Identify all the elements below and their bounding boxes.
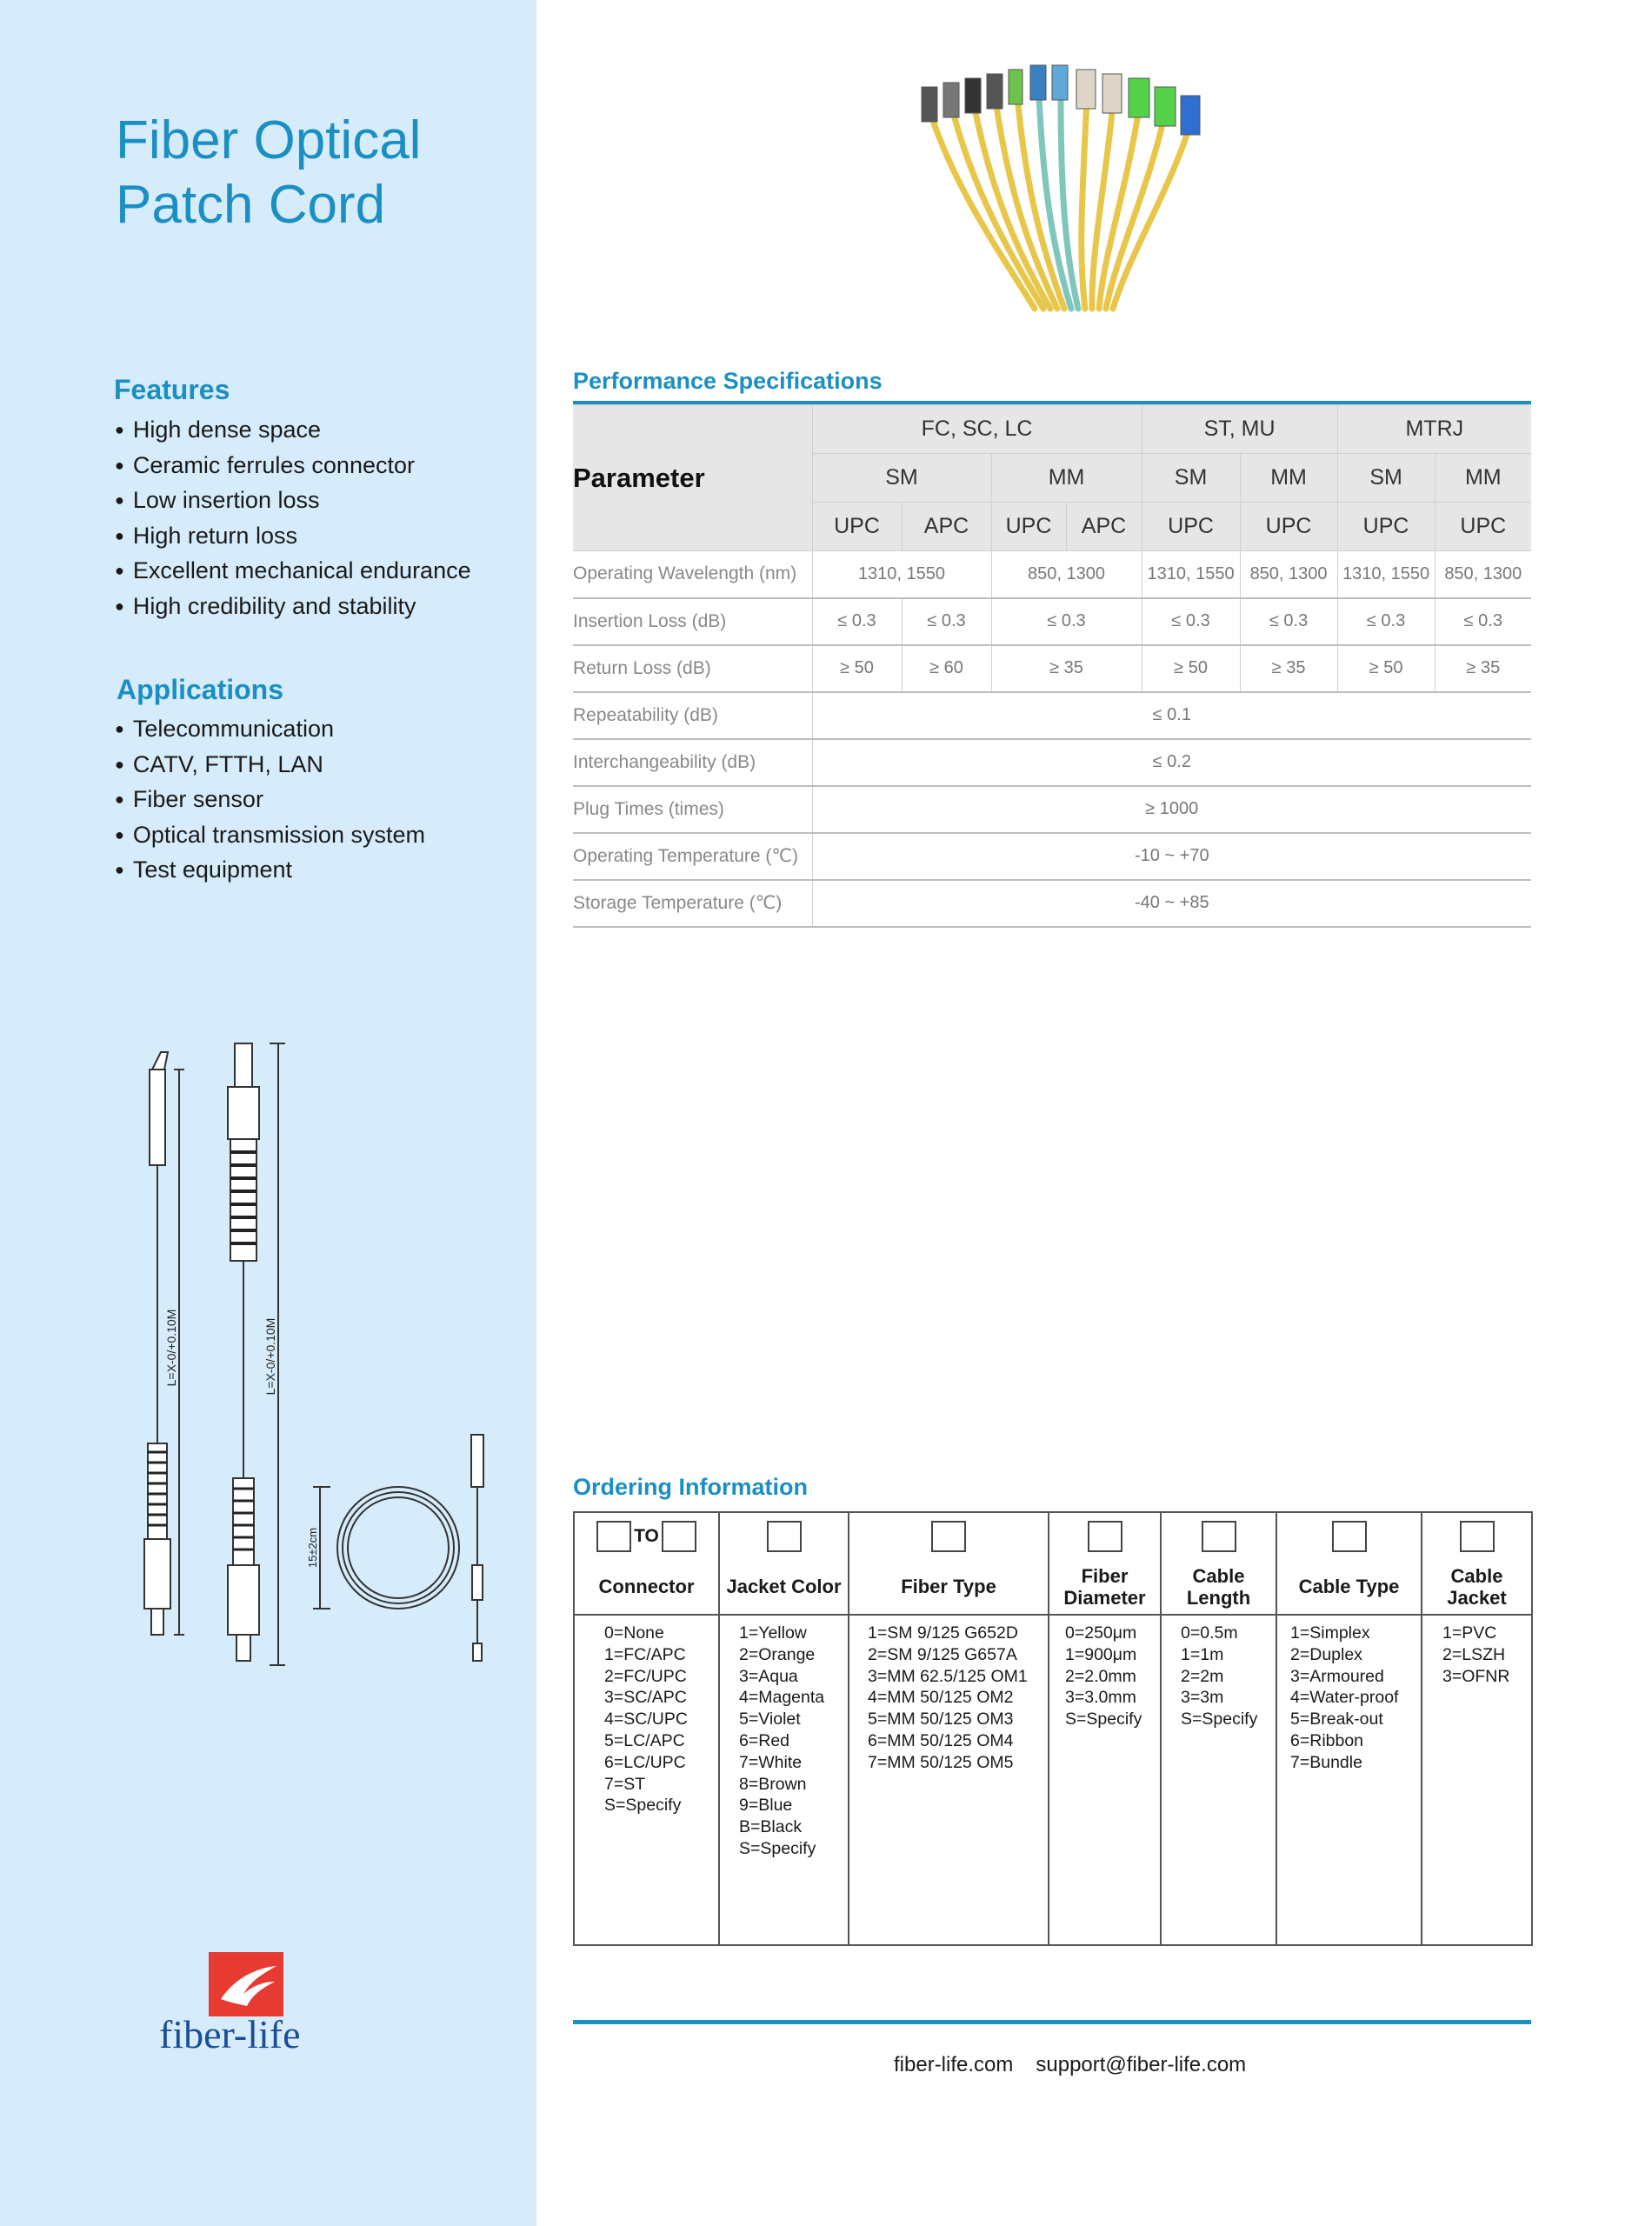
table-cell: ≤ 0.3 [1435,598,1531,645]
mode-header: SM [812,454,991,503]
table-cell: ≤ 0.3 [991,598,1142,645]
cable-type-options: 1=Simplex 2=Duplex 3=Armoured 4=Water-proof 5=Break-out 6=Ribbon 7=Bundle [1290,1623,1399,1772]
list-item: ● Optical transmission system [115,819,425,855]
table-cell: 1310, 1550 [1337,551,1435,598]
to-label: TO [634,1525,659,1546]
polish-header: UPC [1435,503,1531,551]
table-cell: ≤ 0.3 [1240,598,1337,645]
list-item: ● Fiber sensor [115,783,425,819]
list-item: ● CATV, FTTH, LAN [115,749,425,784]
email-link[interactable]: support@fiber-life.com [1036,2053,1247,2076]
fiber-diameter-checkbox[interactable] [1088,1521,1122,1552]
group-header: MTRJ [1337,405,1531,454]
table-row [573,739,1531,786]
polish-header: UPC [812,503,902,551]
list-item: ● High credibility and stability [115,590,471,626]
cable-jacket-checkbox[interactable] [1460,1521,1495,1552]
column-header: Cable Length [1161,1559,1276,1615]
connector-a-checkbox[interactable] [596,1521,631,1552]
table-row [573,833,1531,880]
row-label: Return Loss (dB) [573,645,812,692]
brand-logo [130,1952,426,2087]
row-label: Repeatability (dB) [573,692,812,739]
list-item: ● Telecommunication [115,713,425,749]
applications-heading: Applications [117,674,284,705]
table-cell: 850, 1300 [1240,551,1337,598]
applications-list [115,713,425,890]
mode-header: MM [991,454,1142,503]
performance-title: Performance Specifications [573,368,883,394]
table-cell: ≤ 0.2 [812,739,1531,786]
table-row [573,645,1531,692]
table-cell: ≤ 0.3 [812,598,902,645]
connector-select-cell [574,1512,719,1559]
options-cell [1276,1615,1422,1945]
column-header: Connector [574,1559,719,1615]
table-row [573,786,1531,833]
cable-length-checkbox[interactable] [1202,1521,1236,1552]
table-row [573,551,1531,598]
list-item: ● High return loss [115,520,471,556]
title-line-1: Fiber Optical [116,110,422,170]
polish-header: UPC [1142,503,1240,551]
table-cell: ≥ 60 [902,645,991,692]
features-list [115,414,471,625]
table-cell: ≤ 0.3 [1337,598,1435,645]
column-header: Fiber Type [849,1559,1049,1615]
table-cell: 1310, 1550 [812,551,991,598]
dimension-label-3: 15±2cm [306,1527,319,1569]
table-cell: 1310, 1550 [1142,551,1240,598]
table-cell: ≤ 0.3 [1142,598,1240,645]
website-link[interactable]: fiber-life.com [894,2053,1014,2076]
brand-name: fiber-life [159,2012,301,2056]
list-item: ● Ceramic ferrules connector [115,450,471,485]
row-label: Insertion Loss (dB) [573,598,812,645]
polish-header: UPC [991,503,1066,551]
group-header: ST, MU [1142,405,1337,454]
cable-length-options: 0=0.5m 1=1m 2=2m 3=3m S=Specify [1181,1623,1258,1729]
row-label: Storage Temperature (℃) [573,880,812,927]
options-cell [1049,1615,1161,1945]
ordering-title: Ordering Information [573,1474,808,1500]
table-cell: -10 ~ +70 [812,833,1531,880]
table-row [573,880,1531,927]
table-cell: 850, 1300 [1435,551,1531,598]
polish-header: UPC [1337,503,1435,551]
polish-header: UPC [1240,503,1337,551]
table-cell: 850, 1300 [991,551,1142,598]
table-cell: ≥ 1000 [812,786,1531,833]
footer [894,2053,1246,2077]
table-cell: ≤ 0.1 [812,692,1531,739]
dimension-label-2: L=X-0/+0.10M [263,1317,277,1396]
table-row [573,598,1531,645]
patch-cord-photo [904,52,1269,313]
column-header: Jacket Color [719,1559,849,1615]
table-cell: ≥ 50 [1337,645,1435,692]
performance-table [573,404,1531,928]
options-cell [574,1615,719,1945]
list-item: ● Low insertion loss [115,484,471,520]
jacket-color-checkbox[interactable] [767,1521,802,1552]
row-label: Operating Wavelength (nm) [573,551,812,598]
table-row [573,692,1531,739]
patch-cord-drawing [130,1035,496,1678]
dimension-label-1: L=X-0/+0.10M [164,1309,178,1387]
group-header: FC, SC, LC [812,405,1142,454]
options-cell [719,1615,849,1945]
table-cell: ≥ 35 [1240,645,1337,692]
footer-rule [573,2020,1531,2024]
options-cell [849,1615,1049,1945]
mode-header: SM [1142,454,1240,503]
mode-header: MM [1240,454,1337,503]
table-cell: ≥ 50 [1142,645,1240,692]
cable-jacket-options: 1=PVC 2=LSZH 3=OFNR [1442,1623,1510,1686]
row-label: Plug Times (times) [573,786,812,833]
options-cell [1161,1615,1276,1945]
table-cell: ≥ 50 [812,645,902,692]
mode-header: SM [1337,454,1435,503]
fiber-diameter-options: 0=250μm 1=900μm 2=2.0mm 3=3.0mm S=Specify [1065,1623,1142,1729]
table-cell: ≤ 0.3 [902,598,991,645]
column-header: Cable Jacket [1422,1559,1532,1615]
fiber-type-checkbox[interactable] [931,1521,966,1552]
polish-header: APC [902,503,991,551]
row-label: Operating Temperature (℃) [573,833,812,880]
parameter-header: Parameter [573,405,812,551]
connector-options: 0=None 1=FC/APC 2=FC/UPC 3=SC/APC 4=SC/UPC 5=LC/APC 6=LC/UPC 7=ST S=Specify [604,1623,688,1816]
list-item: ● High dense space [115,414,471,450]
row-label: Interchangeability (dB) [573,739,812,786]
column-header: Fiber Diameter [1049,1559,1161,1615]
title-line-2: Patch Cord [116,175,386,235]
page-title [116,109,421,237]
options-cell [1422,1615,1532,1945]
polish-header: APC [1066,503,1142,551]
column-header: Cable Type [1276,1559,1422,1615]
fiber-type-options: 1=SM 9/125 G652D 2=SM 9/125 G657A 3=MM 62.5/125 OM1 4=MM 50/125 OM2 5=MM 50/125 OM3 6=MM 50/125 OM4 7=MM 50/125 OM5 [868,1623,1028,1772]
cable-type-checkbox[interactable] [1332,1521,1367,1552]
list-item: ● Excellent mechanical endurance [115,555,471,590]
jacket-color-options: 1=Yellow 2=Orange 3=Aqua 4=Magenta 5=Violet 6=Red 7=White 8=Brown 9=Blue B=Black S=Specify [739,1623,825,1858]
features-heading: Features [114,374,230,405]
connector-b-checkbox[interactable] [662,1521,696,1552]
wing-logo-icon [209,1952,283,2016]
mode-header: MM [1435,454,1531,503]
table-cell: ≥ 35 [1435,645,1531,692]
table-cell: -40 ~ +85 [812,880,1531,927]
ordering-table [573,1511,1533,1946]
list-item: ● Test equipment [115,854,425,890]
table-cell: ≥ 35 [991,645,1142,692]
